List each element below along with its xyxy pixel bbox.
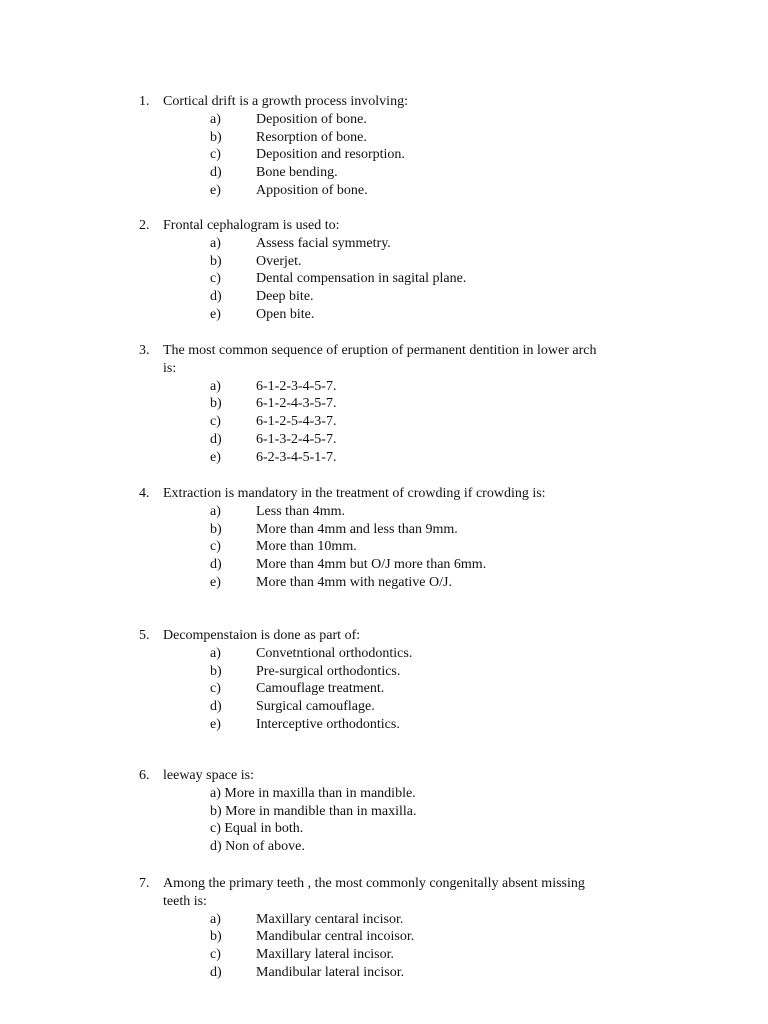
option-e <box>0 182 768 200</box>
option-text: a) More in maxilla than in mandible. <box>210 785 416 801</box>
question-number: 5. <box>139 628 150 643</box>
option-text: Pre-surgical orthodontics. <box>256 663 401 679</box>
option-text: Less than 4mm. <box>256 503 346 519</box>
option-c <box>0 538 768 556</box>
option-text: 6-2-3-4-5-1-7. <box>256 449 337 465</box>
option-letter: e) <box>210 306 221 322</box>
option-text: 6-1-2-3-4-5-7. <box>256 378 337 394</box>
question-number: 6. <box>139 768 150 783</box>
option-c <box>0 820 768 838</box>
question-text: Among the primary teeth , the most commonly congenitally absent missing <box>163 876 585 891</box>
option-d <box>0 431 768 449</box>
option-text: Convetntional orthodontics. <box>256 645 413 661</box>
question-text: leeway space is: <box>163 768 254 783</box>
option-letter: d) <box>210 165 222 181</box>
option-e <box>0 716 768 734</box>
option-text: Dental compensation in sagital plane. <box>256 271 467 287</box>
option-a <box>0 503 768 521</box>
option-text: Maxillary centaral incisor. <box>256 911 404 927</box>
option-text: Surgical camouflage. <box>256 699 375 715</box>
option-text: Interceptive orthodontics. <box>256 716 400 732</box>
option-letter: d) <box>210 289 222 305</box>
option-text: Mandibular central incoisor. <box>256 929 415 945</box>
option-a <box>0 235 768 253</box>
question-number: 2. <box>139 218 150 233</box>
option-text: d) Non of above. <box>210 839 305 855</box>
option-c <box>0 413 768 431</box>
option-letter: d) <box>210 699 222 715</box>
question-7 <box>0 875 768 982</box>
option-letter: d) <box>210 557 222 573</box>
option-text: More than 4mm and less than 9mm. <box>256 521 458 537</box>
option-c <box>0 680 768 698</box>
question-5 <box>0 627 768 734</box>
option-text: Open bite. <box>256 306 315 322</box>
option-c <box>0 146 768 164</box>
option-letter: a) <box>210 503 221 519</box>
option-d <box>0 698 768 716</box>
question-text-continuation: teeth is: <box>163 893 207 909</box>
option-text: 6-1-2-4-3-5-7. <box>256 396 337 412</box>
option-text: Apposition of bone. <box>256 182 368 198</box>
option-text: 6-1-3-2-4-5-7. <box>256 431 337 447</box>
question-text: Extraction is mandatory in the treatment of crowding if crowding is: <box>163 486 546 501</box>
option-letter: e) <box>210 182 221 198</box>
option-b <box>0 253 768 271</box>
option-a <box>0 111 768 129</box>
option-letter: c) <box>210 681 221 697</box>
option-letter: c) <box>210 947 221 963</box>
option-letter: a) <box>210 235 221 251</box>
option-text: Deposition and resorption. <box>256 147 405 163</box>
question-6 <box>0 767 768 856</box>
question-text: Decompenstaion is done as part of: <box>163 628 361 643</box>
option-text: b) More in mandible than in maxilla. <box>210 803 417 819</box>
option-letter: c) <box>210 147 221 163</box>
option-text: Deep bite. <box>256 289 314 305</box>
question-text: Frontal cephalogram is used to: <box>163 218 340 233</box>
option-text: Deposition of bone. <box>256 111 367 127</box>
option-letter: a) <box>210 645 221 661</box>
option-letter: b) <box>210 929 222 945</box>
option-text: Maxillary lateral incisor. <box>256 947 395 963</box>
option-b <box>0 663 768 681</box>
option-text: 6-1-2-5-4-3-7. <box>256 414 337 430</box>
option-d <box>0 964 768 982</box>
question-text: Cortical drift is a growth process involving: <box>163 94 408 109</box>
option-letter: c) <box>210 539 221 555</box>
question-text-continuation: is: <box>163 360 177 376</box>
option-letter: a) <box>210 111 221 127</box>
option-letter: c) <box>210 414 221 430</box>
option-b <box>0 803 768 821</box>
option-b <box>0 928 768 946</box>
option-d <box>0 164 768 182</box>
option-text: c) Equal in both. <box>210 821 304 837</box>
option-e <box>0 574 768 592</box>
question-number: 3. <box>139 343 150 358</box>
option-e <box>0 449 768 467</box>
option-text: Camouflage treatment. <box>256 681 385 697</box>
option-letter: a) <box>210 911 221 927</box>
question-1 <box>0 93 768 200</box>
option-b <box>0 129 768 147</box>
option-a <box>0 785 768 803</box>
option-d <box>0 838 768 856</box>
option-c <box>0 270 768 288</box>
option-b <box>0 395 768 413</box>
option-b <box>0 521 768 539</box>
option-a <box>0 645 768 663</box>
option-letter: e) <box>210 574 221 590</box>
option-letter: a) <box>210 378 221 394</box>
option-letter: b) <box>210 396 222 412</box>
option-d <box>0 288 768 306</box>
option-letter: b) <box>210 521 222 537</box>
option-c <box>0 946 768 964</box>
option-letter: c) <box>210 271 221 287</box>
option-letter: d) <box>210 964 222 980</box>
option-letter: b) <box>210 663 222 679</box>
question-text: The most common sequence of eruption of permanent dentition in lower arch <box>163 343 597 358</box>
question-number: 4. <box>139 486 150 501</box>
option-text: More than 4mm with negative O/J. <box>256 574 452 590</box>
option-letter: e) <box>210 449 221 465</box>
question-2 <box>0 217 768 324</box>
option-a <box>0 911 768 929</box>
option-text: Mandibular lateral incisor. <box>256 964 405 980</box>
option-text: Resorption of bone. <box>256 129 367 145</box>
option-letter: d) <box>210 431 222 447</box>
option-letter: b) <box>210 253 222 269</box>
question-3 <box>0 342 768 467</box>
option-letter: b) <box>210 129 222 145</box>
question-number: 1. <box>139 94 150 109</box>
option-text: More than 10mm. <box>256 539 357 555</box>
option-text: Assess facial symmetry. <box>256 235 391 251</box>
question-4 <box>0 485 768 592</box>
option-text: Bone bending. <box>256 165 338 181</box>
question-number: 7. <box>139 876 150 891</box>
option-text: More than 4mm but O/J more than 6mm. <box>256 557 487 573</box>
option-e <box>0 306 768 324</box>
option-a <box>0 378 768 396</box>
option-d <box>0 556 768 574</box>
option-text: Overjet. <box>256 253 302 269</box>
option-letter: e) <box>210 716 221 732</box>
